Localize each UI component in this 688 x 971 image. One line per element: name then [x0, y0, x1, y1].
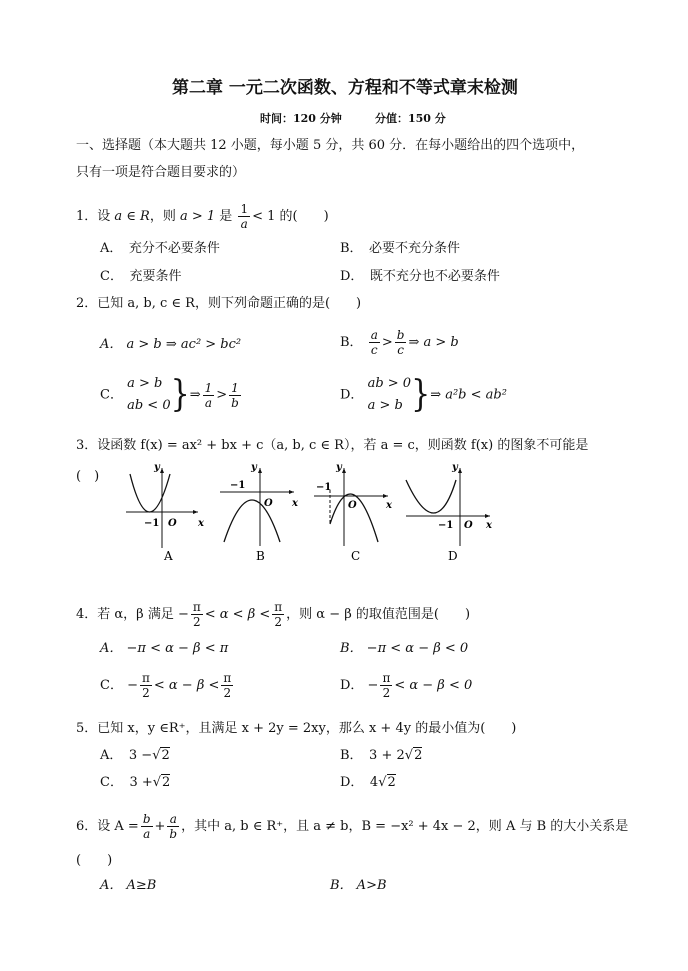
question-5-option-b[interactable]: B． 3 + 2√2	[340, 748, 423, 763]
question-6-paren: ( )	[76, 853, 113, 868]
question-6-option-b[interactable]: B． A>B	[330, 878, 387, 893]
graph-a-x-label: x	[198, 518, 204, 529]
graph-c-x-label: x	[386, 500, 392, 511]
graph-a[interactable]	[126, 462, 205, 548]
graph-b-minus-one: −1	[230, 480, 246, 491]
question-5-stem: 5．已知 x，y ∈R⁺，且满足 x + 2y = 2xy，那么 x + 4y 的最小值为( )	[76, 721, 517, 736]
section-instructions-line2: 只有一项是符合题目要求的）	[76, 165, 246, 180]
graph-label-a: A	[164, 549, 173, 563]
graph-c-y-label: y	[336, 462, 342, 473]
question-4-option-c[interactable]: C． − $\frac{\pi}{2}$ < α − β < $\frac{\pi}{2}$	[100, 671, 232, 700]
graph-label-d: D	[448, 549, 458, 563]
graph-label-c: C	[351, 549, 361, 563]
question-2-option-a[interactable]: A． a > b ⇒ ac² > bc²	[100, 337, 242, 352]
graph-label-b: B	[256, 549, 265, 563]
question-2-option-b[interactable]: B． $\frac{a}{c}$ > $\frac{b}{c}$ ⇒ a > b	[340, 328, 459, 357]
question-1-stem: 1．设 a ∈ R，则 a > 1 是 $\frac{1}{a}$ < 1 的( )	[76, 202, 329, 231]
graph-a-origin: O	[168, 518, 177, 529]
question-3-stem: 3．设函数 f(x) = ax² + bx + c（a, b, c ∈ R），若 a = c，则函数 f(x) 的图象不可能是	[76, 438, 589, 453]
graph-a-y-label: y	[154, 462, 160, 473]
question-1-option-d[interactable]: D． 既不充分也不必要条件	[340, 269, 500, 284]
question-6-option-a[interactable]: A． A≥B	[100, 878, 157, 893]
graph-d[interactable]	[406, 462, 493, 546]
question-6-stem: 6．设 A = $\frac{b}{a}$ + $\frac{a}{b}$ ，其中 a, b ∈ R⁺，且 a ≠ b，B = −x² + 4x − 2，则 A 与 B 的大小关系是	[76, 812, 629, 841]
question-4-option-a[interactable]: A． −π < α − β < π	[100, 641, 229, 656]
question-5-option-d[interactable]: D． 4√2	[340, 775, 396, 790]
graph-d-y-label: y	[452, 462, 458, 473]
question-2-option-d[interactable]: D． ab > 0 a > b }⇒ a²b < ab²	[340, 373, 507, 416]
question-2-stem: 2．已知 a, b, c ∈ R，则下列命题正确的是( )	[76, 296, 362, 311]
graph-d-x-label: x	[486, 520, 492, 531]
graph-c-minus-one: −1	[316, 482, 332, 493]
question-5-option-c[interactable]: C． 3 +√2	[100, 775, 171, 790]
question-1-option-a[interactable]: A． 充分不必要条件	[100, 241, 220, 256]
page-title: 第二章 一元二次函数、方程和不等式章末检测	[172, 78, 518, 98]
total-score: 分值：150 分	[375, 112, 446, 125]
question-2-option-c[interactable]: C． a > b ab < 0 }⇒ $\frac{1}{a}$ > $\frac{1}{b}$	[100, 373, 239, 416]
graph-b[interactable]	[220, 462, 299, 546]
graph-d-parabola	[406, 480, 456, 513]
graph-c[interactable]	[314, 462, 393, 546]
question-1-option-c[interactable]: C． 充要条件	[100, 269, 182, 284]
graph-c-origin: O	[348, 500, 357, 511]
section-instructions-line1: 一、选择题（本大题共 12 小题，每小题 5 分，共 60 分．在每小题给出的四个选项中，	[76, 138, 585, 153]
graph-b-y-label: y	[251, 462, 257, 473]
question-5-option-a[interactable]: A． 3 −√2	[100, 748, 170, 763]
question-3-graphs	[118, 462, 498, 568]
question-1-option-b[interactable]: B． 必要不充分条件	[340, 241, 461, 256]
graph-d-minus-one: −1	[438, 520, 454, 531]
question-4-stem: 4．若 α，β 满足 − $\frac{\pi}{2}$ < α < β < $\frac{\pi}{2}$ ，则 α − β 的取值范围是( )	[76, 600, 471, 629]
graph-a-minus-one: −1	[144, 518, 160, 529]
question-4-option-b[interactable]: B． −π < α − β < 0	[340, 641, 469, 656]
graph-a-parabola	[130, 474, 170, 512]
time-limit: 时间：120 分钟	[260, 112, 342, 125]
graph-b-origin: O	[264, 498, 273, 509]
question-3-paren: ( )	[76, 469, 100, 484]
question-4-option-d[interactable]: D． − $\frac{\pi}{2}$ < α − β < 0	[340, 671, 473, 700]
graph-b-x-label: x	[292, 498, 298, 509]
q1-fraction: $\frac{1}{a}$	[240, 202, 249, 231]
graph-d-origin: O	[464, 520, 473, 531]
